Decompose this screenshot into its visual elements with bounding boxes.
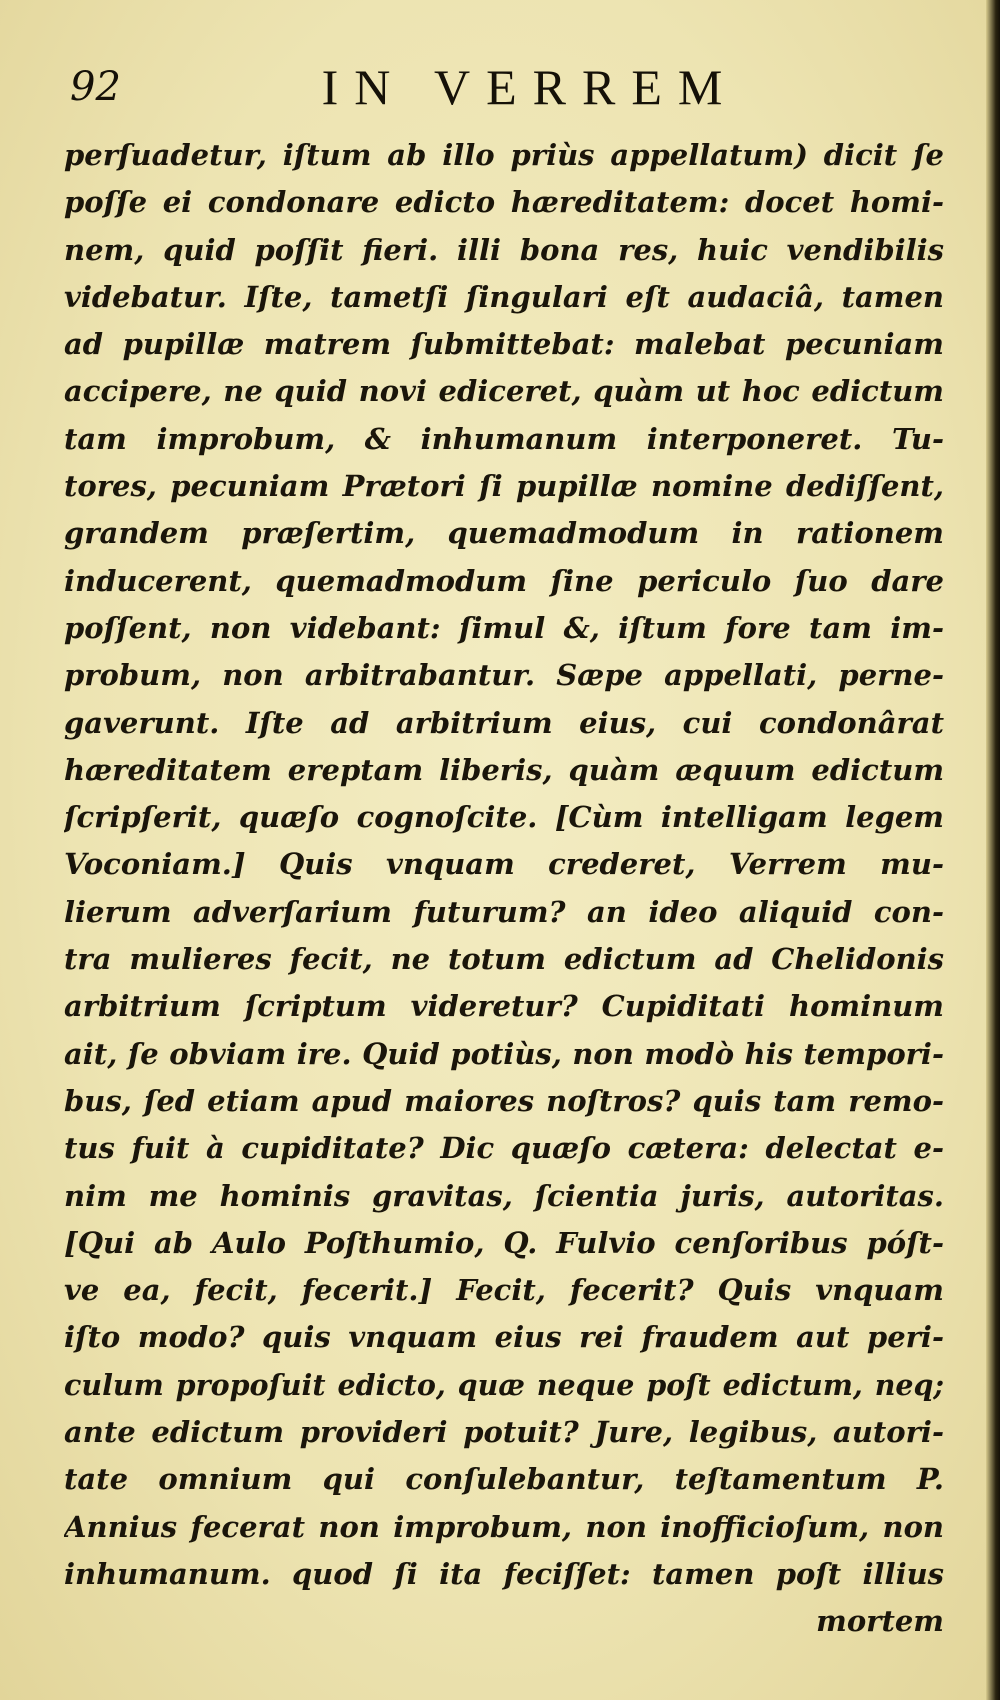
text-line: Annius fecerat non improbum, non inofficioſum, non: [64, 1509, 944, 1544]
text-line: grandem præſertim, quemadmodum in rationem: [64, 516, 944, 551]
catchword: mortem: [816, 1604, 944, 1639]
text-line: nim me hominis gravitas, ſcientia juris, autoritas.: [64, 1178, 944, 1213]
text-line: poſſe ei condonare edicto hæreditatem: docet homi-: [64, 185, 944, 220]
text-line: ante edictum provideri potuit? Jure, legibus, autori-: [64, 1415, 944, 1450]
text-line: inhumanum. quod ſi ita feciſſet: tamen poſt illius: [64, 1556, 944, 1591]
running-head: [70, 58, 950, 118]
text-line: tam improbum, & inhumanum interponeret. Tu-: [64, 421, 944, 456]
text-line: videbatur. Iſte, tametſi ſingulari eſt audaciâ, tamen: [64, 279, 944, 314]
text-line: tate omnium qui conſulebantur, teſtamentum P.: [64, 1462, 944, 1497]
text-line: arbitrium ſcriptum videretur? Cupiditati hominum: [64, 989, 944, 1024]
text-line: ſcripſerit, quæſo cognoſcite. [Cùm intelligam legem: [64, 800, 944, 835]
text-line: tores, pecuniam Prætori ſi pupillæ nomine dediſſent,: [64, 469, 944, 504]
text-line: lierum adverſarium futurum? an ideo aliquid con-: [64, 894, 944, 929]
text-line: hæreditatem ereptam liberis, quàm æquum edictum: [64, 752, 944, 787]
show-through-ink: [40, 1610, 240, 1650]
text-line: tus fuit à cupiditate? Dic quæſo cætera: delectat e-: [64, 1131, 944, 1166]
text-line: ve ea, fecit, fecerit.] Fecit, fecerit? Quis vnquam: [64, 1273, 944, 1308]
text-line: accipere, ne quid novi ediceret, quàm ut hoc edictum: [64, 374, 944, 409]
text-line: probum, non arbitrabantur. Sæpe appellati, perne-: [64, 658, 944, 693]
text-line: bus, ſed etiam apud maiores noſtros? quis tam remo-: [64, 1083, 944, 1118]
running-title: IN VERREM: [321, 59, 739, 115]
text-line: inducerent, quemadmodum ſine periculo ſuo dare: [64, 563, 944, 598]
text-line: tra mulieres fecit, ne totum edictum ad Chelidonis: [64, 942, 944, 977]
text-line: [Qui ab Aulo Poſthumio, Q. Fulvio cenſoribus póſt-: [64, 1225, 944, 1260]
text-line: iſto modo? quis vnquam eius rei fraudem aut peri-: [64, 1320, 944, 1355]
text-line: nem, quid poſſit fieri. illi bona res, huic vendibilis: [64, 232, 944, 267]
body-text: [64, 132, 944, 1646]
text-line: poſſent, non videbant: ſimul &, iſtum fore tam im-: [64, 610, 944, 645]
page-edge-shadow: [986, 0, 1000, 1700]
text-line: culum propoſuit edicto, quæ neque poſt edictum, neq;: [64, 1367, 944, 1402]
text-line: gaverunt. Iſte ad arbitrium eius, cui condonârat: [64, 705, 944, 740]
text-line: perſuadetur, iſtum ab illo priùs appellatum) dicit ſe: [64, 138, 944, 172]
text-line: Voconiam.] Quis vnquam crederet, Verrem mu-: [64, 847, 944, 882]
text-line: ad pupillæ matrem ſubmittebat: malebat pecuniam: [64, 327, 944, 362]
page-number: 92: [70, 64, 121, 110]
text-line: ait, ſe obviam ire. Quid potiùs, non modò his tempori-: [64, 1036, 944, 1071]
